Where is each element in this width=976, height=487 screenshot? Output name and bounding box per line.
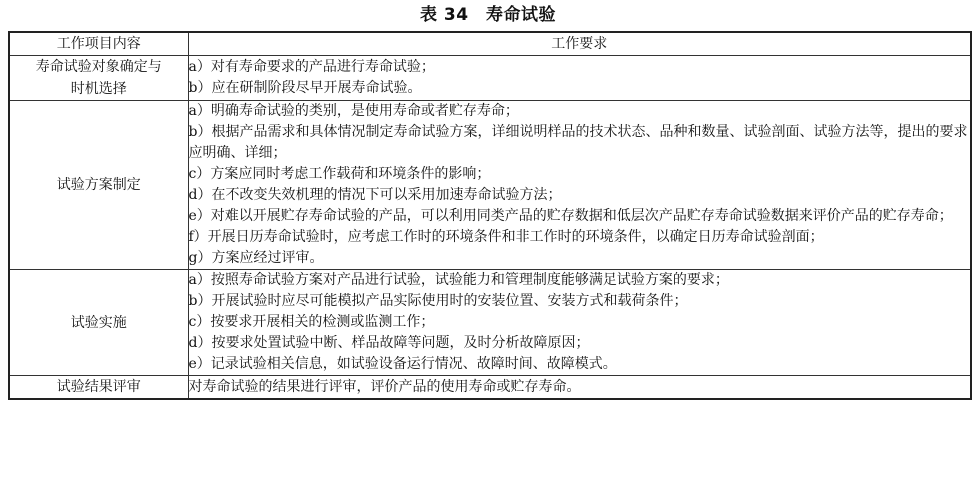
table-row — [9, 376, 971, 400]
requirement-line: 对寿命试验的结果进行评审，评价产品的使用寿命或贮存寿命。 — [188, 378, 581, 395]
row-requirements — [188, 56, 971, 101]
requirement-line: a）明确寿命试验的类别，是使用寿命或者贮存寿命； — [188, 103, 519, 119]
requirement-line: b）开展试验时应尽可能模拟产品实际使用时的安装位置、安装方式和载荷条件； — [188, 293, 688, 309]
table-row — [9, 101, 971, 270]
row-requirements — [188, 376, 971, 400]
header-work-requirement: 工作要求 — [188, 32, 971, 56]
table-row — [9, 270, 971, 376]
header-work-item: 工作项目内容 — [9, 32, 188, 56]
row-item-object-timing — [9, 56, 188, 101]
requirement-line: a）对有寿命要求的产品进行寿命试验； — [188, 59, 435, 75]
requirement-line: d）在不改变失效机理的情况下可以采用加速寿命试验方法； — [188, 187, 562, 203]
table-header-row — [9, 32, 971, 56]
requirement-line: c）按要求开展相关的检测或监测工作； — [188, 314, 435, 330]
table-caption: 表 34 寿命试验 — [419, 5, 557, 25]
requirement-line: e）对难以开展贮存寿命试验的产品，可以利用同类产品的贮存数据和低层次产品贮存寿命试验数据来评价产品的贮存寿命； — [188, 208, 953, 224]
row-item-implementation: 试验实施 — [9, 270, 188, 376]
requirement-line: b）根据产品需求和具体情况制定寿命试验方案，详细说明样品的技术状态、品种和数量、试验剖面、试验方法等，提出的要求应明确、详细； — [188, 124, 968, 161]
row-requirements — [188, 101, 971, 270]
requirement-line: e）记录试验相关信息，如试验设备运行情况、故障时间、故障模式。 — [188, 356, 617, 372]
table-row — [9, 56, 971, 101]
item-label: 寿命试验对象确定与时机选择 — [35, 59, 162, 97]
requirement-line: g）方案应经过评审。 — [188, 250, 324, 266]
row-item-plan: 试验方案制定 — [9, 101, 188, 270]
requirement-line: b）应在研制阶段尽早开展寿命试验。 — [188, 80, 422, 96]
requirement-line: d）按要求处置试验中断、样品故障等问题，及时分析故障原因； — [188, 335, 590, 351]
row-item-result-review: 试验结果评审 — [9, 376, 188, 400]
row-requirements — [188, 270, 971, 376]
requirement-line: a）按照寿命试验方案对产品进行试验，试验能力和管理制度能够满足试验方案的要求； — [188, 272, 729, 288]
requirement-line: c）方案应同时考虑工作载荷和环境条件的影响； — [188, 166, 491, 182]
life-test-table — [8, 31, 972, 400]
requirement-line: f）开展日历寿命试验时，应考虑工作时的环境条件和非工作时的环境条件，以确定日历寿命试验剖面； — [188, 229, 824, 245]
